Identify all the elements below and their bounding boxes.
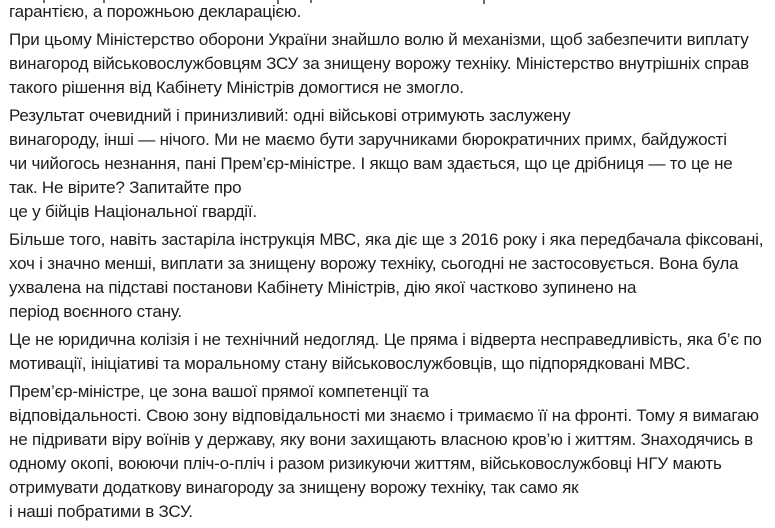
paragraph: [9, 380, 771, 524]
text-line: винагороду, інші — нічого. Ми не маємо бути заручниками бюрократичних примх, байдужості: [9, 130, 727, 149]
paragraph: [9, 228, 771, 324]
text-line: При цьому Міністерство оборони України знайшло волю й механізми, щоб забезпечити виплату: [9, 30, 749, 49]
text-line: такого рішення від Кабінету Міністрів домогтися не змогло.: [9, 78, 464, 97]
text-line: це у бійців Національної гвардії.: [9, 202, 257, 221]
text-line: відповідальності. Свою зону відповідальності ми знаємо і тримаємо її на фронті. Тому я вимагаю: [9, 406, 759, 425]
text-line: мотивації, ініціативі та моральному стану військовослужбовців, що підпорядковані МВС.: [9, 354, 691, 373]
paragraph: [9, 104, 771, 224]
text-line: ухвалена на підставі постанови Кабінету Міністрів, дію якої частково зупинено на: [9, 278, 637, 297]
text-line: гарантією, а порожньою декларацією.: [9, 2, 302, 21]
text-line: Прем’єр-міністре, це зона вашої прямої компетенції та: [9, 382, 429, 401]
text-line: так. Не вірите? Запитайте про: [9, 178, 242, 197]
text-line: Більше того, навіть застаріла інструкція МВС, яка діє ще з 2016 року і яка передбачала фіксовані,: [9, 230, 764, 249]
text-line: і наші побратими в ЗСУ.: [9, 502, 193, 521]
paragraph: [9, 28, 771, 100]
paragraph: [9, 0, 771, 24]
document-text: [9, 0, 771, 528]
text-line: одному окопі, воюючи пліч-о-пліч і разом ризикуючи життям, військовослужбовці НГУ мають: [9, 454, 722, 473]
text-line: винагород військовослужбовцям ЗСУ за знищену ворожу техніку. Міністерство внутрішніх справ: [9, 54, 749, 73]
text-line: Результат очевидний і принизливий: одні військові отримують заслужену: [9, 106, 571, 125]
text-line: не підривати віру воїнів у державу, яку вони захищають власною кров’ю і життям. Знаходячись в: [9, 430, 753, 449]
text-line: хоч і значно менші, виплати за знищену ворожу техніку, сьогодні не застосовується. Вона була: [9, 254, 739, 273]
text-line: чи чийогось незнання, пані Прем’єр-міністре. І якщо вам здається, що це дрібниця — то це не: [9, 154, 733, 173]
text-line: період воєнного стану.: [9, 302, 182, 321]
paragraph: [9, 328, 771, 376]
text-line: отримувати додаткову винагороду за знищену ворожу техніку, так само як: [9, 478, 579, 497]
text-line: Це не юридична колізія і не технічний недогляд. Це пряма і відверта несправедливість, яка б’є по: [9, 330, 762, 349]
